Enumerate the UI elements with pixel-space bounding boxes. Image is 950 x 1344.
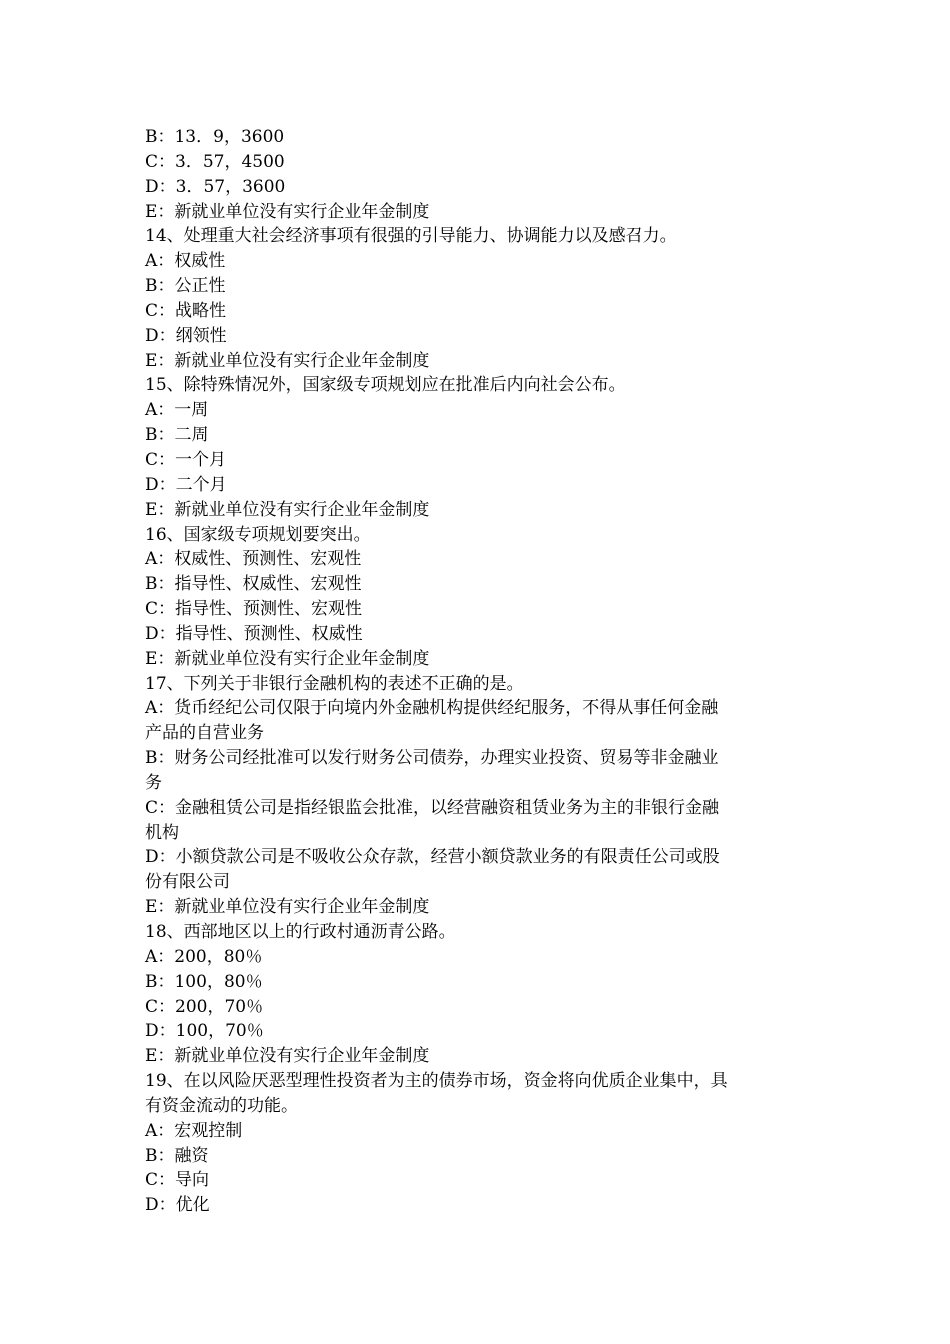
text-line: 份有限公司 (145, 872, 230, 893)
question-18: 18、西部地区以上的行政村通沥青公路。 (145, 922, 456, 942)
text-line: 务 (145, 772, 162, 793)
question-16: 16、国家级专项规划要突出。 (145, 524, 371, 545)
text-line: B：13．9，3600 (145, 127, 285, 147)
question-17: 17、下列关于非银行金融机构的表述不正确的是。 (145, 673, 524, 694)
text-line: E：新就业单位没有实行企业年金制度 (145, 499, 430, 520)
question-19: 19、在以风险厌恶型理性投资者为主的债券市场，资金将向优质企业集中，具 (145, 1071, 728, 1092)
text-line: C：金融租赁公司是指经银监会批准，以经营融资租赁业务为主的非银行金融 (145, 797, 720, 818)
text-line: D：指导性、预测性、权威性 (145, 623, 363, 644)
text-line: D：二个月 (145, 474, 227, 495)
text-line: B：100，80％ (145, 971, 263, 992)
text-line: 产品的自营业务 (145, 723, 264, 744)
text-line: B：二周 (145, 425, 209, 446)
text-line: C：导向 (145, 1170, 210, 1191)
text-line: B：公正性 (145, 276, 226, 297)
text-line: B：融资 (145, 1145, 209, 1166)
text-line: 有资金流动的功能。 (145, 1095, 298, 1116)
text-line: C：3．57，4500 (145, 151, 285, 172)
text-line: C：战略性 (145, 300, 227, 321)
text-line: A：权威性、预测性、宏观性 (145, 549, 362, 570)
question-15: 15、除特殊情况外，国家级专项规划应在批准后内向社会公布。 (145, 375, 626, 396)
text-line: E：新就业单位没有实行企业年金制度 (145, 1046, 430, 1067)
text-line: B：指导性、权威性、宏观性 (145, 574, 362, 595)
question-14: 14、处理重大社会经济事项有很强的引导能力、协调能力以及感召力。 (145, 226, 677, 247)
text-line: C：指导性、预测性、宏观性 (145, 599, 363, 620)
text-line: E：新就业单位没有实行企业年金制度 (145, 350, 430, 371)
text-line: C：200，70％ (145, 996, 264, 1017)
text-line: 机构 (145, 822, 179, 843)
text-line: D：3．57，3600 (145, 176, 286, 197)
text-line: D：优化 (145, 1195, 210, 1216)
text-line: E：新就业单位没有实行企业年金制度 (145, 648, 430, 669)
text-line: B：财务公司经批准可以发行财务公司债券，办理实业投资、贸易等非金融业 (145, 748, 719, 769)
text-line: D：100，70％ (145, 1021, 264, 1042)
text-line: E：新就业单位没有实行企业年金制度 (145, 201, 430, 222)
text-line: A：一周 (145, 400, 209, 421)
question-list (145, 125, 810, 1218)
text-line: A：权威性 (145, 251, 226, 272)
text-line: A：200，80％ (145, 946, 263, 967)
text-line: E：新就业单位没有实行企业年金制度 (145, 897, 430, 918)
text-line: A：货币经纪公司仅限于向境内外金融机构提供经纪服务，不得从事任何金融 (145, 698, 719, 719)
text-line: A：宏观控制 (145, 1120, 243, 1141)
text-line: C：一个月 (145, 449, 227, 470)
text-line: D：小额贷款公司是不吸收公众存款，经营小额贷款业务的有限责任公司或股 (145, 847, 720, 868)
text-line: D：纲领性 (145, 325, 227, 346)
